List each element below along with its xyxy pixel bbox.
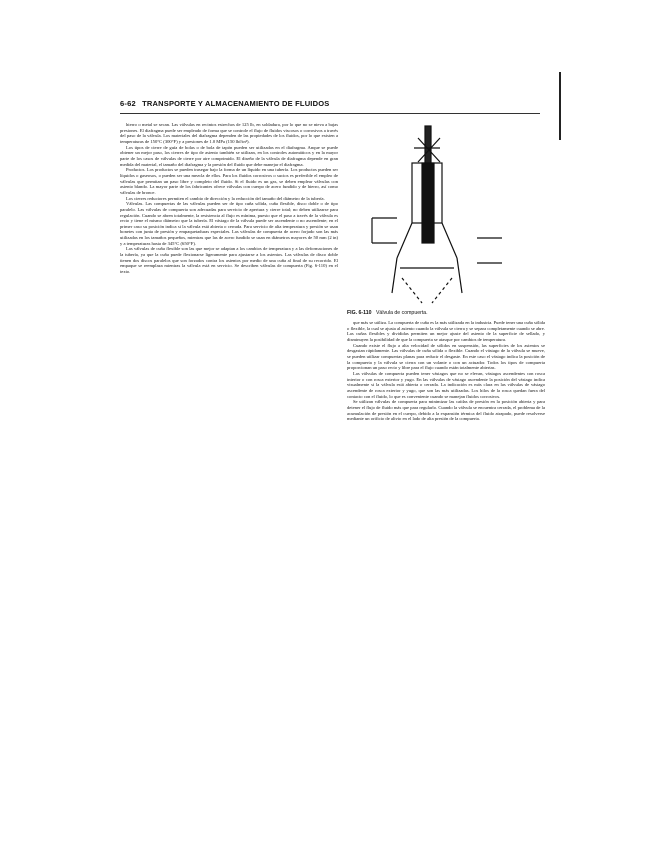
page-edge-mark: [559, 72, 561, 140]
gate-valve-drawing: [372, 126, 502, 303]
figure-caption: [347, 310, 547, 316]
paragraph: Las válvulas de cuña flexible son las que mejor se adaptan a los cambios de temperatura y a las deformaciones de la tubería, ya que la cuña puede flexionarse ligeramente para ajustarse a los asientos. Las válvulas de disco doble tienen dos discos paralelos que son forzados contra los asientos por medio de una cuña al final de su recorrido. El empaque se reemplaza mientras la válvula está en servicio. Se describen válvulas de compuerta (Fig. 6-110) en el texto.: [120, 246, 338, 275]
right-text-column: [347, 320, 545, 682]
paragraph: Las válvulas de compuerta pueden tener vástagos que no se elevan, vástagos ascendentes con rosca interior o con rosca exterior y yugo. En las válvulas de vástago ascendente la posición del vástago indica visualmente si la válvula está abierta o cerrada. La indicación es más clara en las válvulas de vástago ascendente de rosca exterior y yugo, que son las más utilizadas. Los hilos de la rosca quedan fuera del contacto con el fluido, lo que es conveniente cuando se manejan fluidos corrosivos.: [347, 370, 545, 399]
valve-gate: [422, 163, 434, 243]
figure-label: FIG. 6-110: [347, 310, 372, 316]
page-number: 6-62: [120, 99, 136, 108]
paragraph: Cuando existe el flujo a alta velocidad de sólidos en suspensión, las superficies de los asientos se desgastan rápidamente. Las válvulas de cuña sólida o flexible. Cuando el vástago de la válvula se mueve, se pueden utilizar compuertas planas para reducir el desgaste. En este caso el vástago indica la posición de la compuerta y la válvula se cierra con un volante o con un actuador. Todos los tipos de compuerta proporcionan un paso recto y libre para el flujo cuando están totalmente abiertas.: [347, 342, 545, 371]
paragraph: Válvulas. Las compuertas de las válvulas pueden ser de tipo cuña sólida, cuña flexible, disco doble o de tipo paralelo. Las válvulas de compuerta son adecuadas para servicio de apertura y cierre total; no deben utilizarse para regulación. Cuando se abren totalmente, la resistencia al flujo es mínima, puesto que el paso a través de la válvula es recto y tiene el mismo diámetro que la tubería. El vástago de la válvula puede ser ascendente o no ascendente; en el primer caso su posición indica si la válvula está abierta o cerrada. Para servicio de alta temperatura y presión se usan bonetes con junta de presión y empaquetaduras especiales. Las válvulas de compuerta de acero forjado son las más utilizadas en los tamaños pequeños, mientras que las de acero fundido se usan en diámetros mayores de 50 mm (2 in) y a temperaturas hasta de 345°C (650°F).: [120, 201, 338, 246]
paragraph: Los cierres reductores permiten el cambio de dirección y la reducción del tamaño del diámetro de la tubería.: [126, 195, 325, 201]
paragraph: Los tipos de cierre de guía de bolas o de bola de tapón pueden ser utilizadas en el diafragma. Anque se puede obtener un mejor paso, los cierres de tipo de asiento también se utilizan, en los controles automáticos y en la mayor parte de los casos de válvulas de cierre por aire comprimido. El diseño de la válvula de diafragma depende en gran medida del material, el tamaño del diafragma y la presión del fluido que debe manejar el diafragma.: [120, 144, 338, 167]
paragraph: hierro o metal se secan. Las válvulas en recintos estrechos de 125 lb, en soldadura, por lo que no se nieva a bajas presiones. El diafragma puede ser empleado de forma que se controle el flujo de fluidos viscosos o corrosivos a través del paso de la válvula. Los materiales del diafragma dependen de las propiedades de los fluidos, por lo que existen a temperaturas de 150°C (300°F) y a presiones de 1.0 MPa (150 lbf/in²).: [120, 122, 338, 144]
gate-valve-figure: [352, 118, 542, 308]
paragraph: Productos. Los productos se pueden trasegar bajo la forma de un líquido en una tubería. Los productos pueden ser líquidos o gaseosos, o pueden ser una mezcla de ellos. Para los fluidos corrosivos o sucios es preferible el empleo de válvulas que permitan un paso libre y completo del fluido. Si el fluido es un gas, se deben emplear válvulas con asiento blando. La mayor parte de los fabricantes ofrece válvulas con cuerpo de acero fundido y de hierro, así como válvulas de bronce.: [120, 167, 338, 195]
paragraph: Se utilizan válvulas de compuerta para minimizar las caídas de presión en la posición abierta y para detener el flujo de fluido más que para regularlo. Cuando la válvula se encuentra cerrada, el problema de la acumulación de presión en el cuerpo, debido a la expansión térmica del fluido atrapado, puede resolverse mediante un orificio de alivio en el lado de alta presión de la compuerta.: [347, 399, 545, 422]
figure-caption-text: Válvula de compuerta.: [375, 310, 428, 316]
running-title: TRANSPORTE Y ALMACENAMIENTO DE FLUIDOS: [142, 99, 330, 108]
page-header: [120, 99, 540, 114]
paragraph: que más se utiliza. La compuerta de cuña es la más utilizada en la industria. Puede tener una cuña sólida o flexible, la cual se ajusta al asiento cuando la válvula se cierra y se separa completamente cuando se abre. Las cuñas flexibles y divididas permiten un mejor ajuste del asiento de la superficie de sellado, y disminuyen la posibilidad de que la compuerta se atasque por cambios de temperatura.: [347, 320, 545, 342]
left-text-column: [120, 122, 338, 518]
